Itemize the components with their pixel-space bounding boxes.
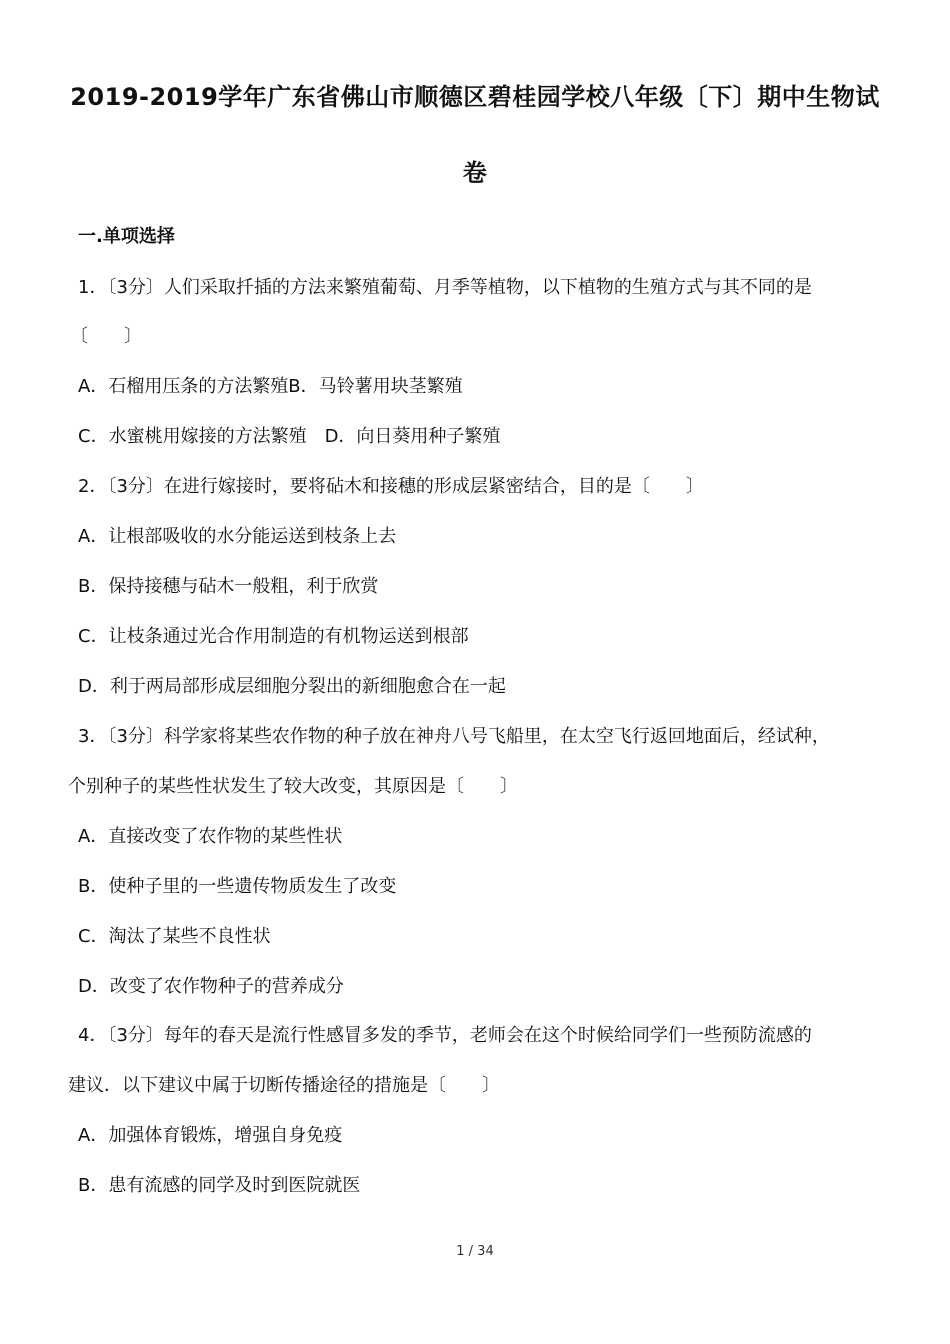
question-4-stem-line-1: 4．〔3分〕每年的春天是流行性感冒多发的季节，老师会在这个时候给同学们一些预防流感的 bbox=[78, 1025, 812, 1046]
question-2-option-d: D．利于两局部形成层细胞分裂出的新细胞愈合在一起 bbox=[78, 676, 506, 697]
page-number: 1 / 34 bbox=[456, 1244, 494, 1259]
question-1-stem-line-2: 〔 〕 bbox=[70, 326, 142, 347]
question-3-option-a: A．直接改变了农作物的某些性状 bbox=[78, 826, 343, 847]
question-4-option-b: B．患有流感的同学及时到医院就医 bbox=[78, 1175, 361, 1196]
question-2-option-b: B．保持接穗与砧木一般粗，利于欣赏 bbox=[78, 576, 379, 597]
question-3-option-d: D．改变了农作物种子的营养成分 bbox=[78, 976, 344, 997]
question-3-stem-line-1: 3．〔3分〕科学家将某些农作物的种子放在神舟八号飞船里，在太空飞行返回地面后，经试种， bbox=[78, 726, 830, 747]
question-2-option-a: A．让根部吸收的水分能运送到枝条上去 bbox=[78, 526, 397, 547]
question-3-stem-line-2: 个别种子的某些性状发生了较大改变，其原因是〔 〕 bbox=[68, 776, 518, 797]
question-3-option-b: B．使种子里的一些遗传物质发生了改变 bbox=[78, 876, 397, 897]
question-2-stem: 2．〔3分〕在进行嫁接时，要将砧木和接穗的形成层紧密结合，目的是〔 〕 bbox=[78, 476, 704, 497]
document-title-line-2: 卷 bbox=[462, 159, 488, 187]
document-title-line-1: 2019-2019学年广东省佛山市顺德区碧桂园学校八年级〔下〕期中生物试 bbox=[70, 83, 880, 111]
question-1-options-line-1: A．石榴用压条的方法繁殖B．马铃薯用块茎繁殖 bbox=[78, 376, 463, 397]
question-1-options-line-2: C．水蜜桃用嫁接的方法繁殖 D．向日葵用种子繁殖 bbox=[78, 426, 501, 447]
question-1-stem-line-1: 1．〔3分〕人们采取扦插的方法来繁殖葡萄、月季等植物，以下植物的生殖方式与其不同的是 bbox=[78, 277, 812, 298]
question-4-option-a: A．加强体育锻炼，增强自身免疫 bbox=[78, 1125, 343, 1146]
question-4-stem-line-2: 建议．以下建议中属于切断传播途径的措施是〔 〕 bbox=[68, 1075, 500, 1096]
question-3-option-c: C．淘汰了某些不良性状 bbox=[78, 926, 271, 947]
section-heading: 一.单项选择 bbox=[78, 226, 175, 247]
question-2-option-c: C．让枝条通过光合作用制造的有机物运送到根部 bbox=[78, 626, 469, 647]
